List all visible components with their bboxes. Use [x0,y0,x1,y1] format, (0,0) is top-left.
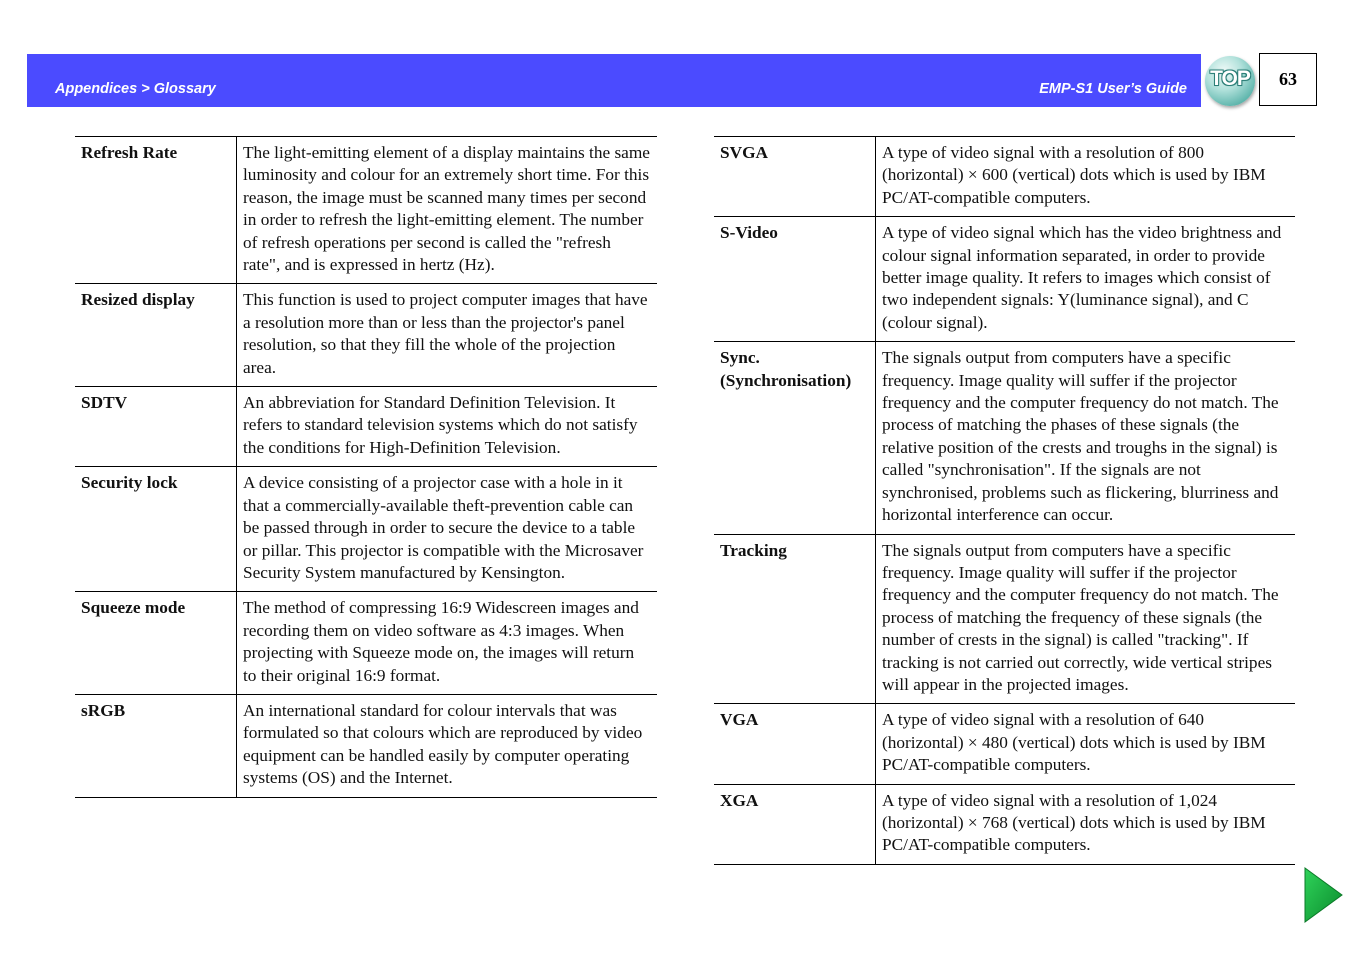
table-row [714,784,1295,864]
table-row [714,704,1295,784]
glossary-definition: A type of video signal with a resolution of 1,024 (horizontal) × 768 (vertical) dots which is used by IBM PC/AT-compatible computers. [876,784,1296,864]
glossary-definition: A type of video signal with a resolution of 800 (horizontal) × 600 (vertical) dots which is used by IBM PC/AT-compatible computers. [876,137,1296,217]
top-button[interactable] [1205,56,1255,106]
glossary-term: XGA [714,784,876,864]
glossary-term: VGA [714,704,876,784]
breadcrumb[interactable]: Appendices > Glossary [55,81,216,97]
glossary-term: SDTV [75,387,237,467]
glossary-definition: The signals output from computers have a specific frequency. Image quality will suffer if the projector frequency and the computer frequency do not match. The process of matching the phases of these signals (the relative position of the crests and troughs in the signal) is called "synchronisation". If the signals are not synchronised, problems such as flickering, blurriness and horizontal interference can occur. [876,342,1296,534]
glossary-term: Resized display [75,284,237,387]
table-row [75,467,657,592]
glossary-term: S-Video [714,217,876,342]
glossary-term: Tracking [714,534,876,704]
glossary-table-right [714,136,1295,865]
glossary-definition: The signals output from computers have a specific frequency. Image quality will suffer if the projector frequency and the computer frequency do not match. The process of matching the frequency of these signals (the number of crests in the signal) is called "tracking". If tracking is not carried out correctly, wide vertical stripes will appear in the projected images. [876,534,1296,704]
glossary-term: SVGA [714,137,876,217]
page-number-box [1259,53,1317,106]
glossary-term: Squeeze mode [75,592,237,695]
glossary-definition: A type of video signal which has the video brightness and colour signal information separated, in order to provide better image quality. It refers to images which consist of two independent signals: Y(luminance signal), and C (colour signal). [876,217,1296,342]
glossary-term: Security lock [75,467,237,592]
header-bar [27,54,1201,107]
table-row [714,137,1295,217]
glossary-table-left [75,136,657,798]
glossary-term: sRGB [75,694,237,797]
glossary-definition: The method of compressing 16:9 Widescreen images and recording them on video software as 4:3 images. When projecting with Squeeze mode on, the images will return to their original 16:9 format. [237,592,658,695]
glossary-definition: A device consisting of a projector case with a hole in it that a commercially-available theft-prevention cable can be passed through in order to secure the device to a table or pillar. This projector is compatible with the Microsaver Security System manufactured by Kensington. [237,467,658,592]
top-icon: TOP [1210,67,1250,90]
table-row [714,217,1295,342]
page-number: 63 [1279,69,1297,89]
table-row [75,137,657,284]
table-row [75,387,657,467]
table-row [75,284,657,387]
next-page-button[interactable] [1302,866,1344,924]
glossary-definition: A type of video signal with a resolution of 640 (horizontal) × 480 (vertical) dots which is used by IBM PC/AT-compatible computers. [876,704,1296,784]
glossary-term: Refresh Rate [75,137,237,284]
glossary-definition: The light-emitting element of a display maintains the same luminosity and colour for an extremely short time. For this reason, the image must be scanned many times per second in order to refresh the light-emitting element. The number of refresh operations per second is called the "refresh rate", and is expressed in hertz (Hz). [237,137,658,284]
table-row [75,694,657,797]
table-row [714,534,1295,704]
table-row [75,592,657,695]
glossary-definition: An international standard for colour intervals that was formulated so that colours which are reproduced by video equipment can be handled easily by computer operating systems (OS) and the Internet. [237,694,658,797]
glossary-definition: An abbreviation for Standard Definition Television. It refers to standard television systems which do not satisfy the conditions for High-Definition Television. [237,387,658,467]
table-row [714,342,1295,534]
glossary-definition: This function is used to project computer images that have a resolution more than or less than the projector's panel resolution, so that they fill the whole of the projection area. [237,284,658,387]
next-page-arrow-icon [1302,866,1344,924]
guide-title: EMP-S1 User’s Guide [1039,81,1187,97]
glossary-term: Sync. (Synchronisation) [714,342,876,534]
